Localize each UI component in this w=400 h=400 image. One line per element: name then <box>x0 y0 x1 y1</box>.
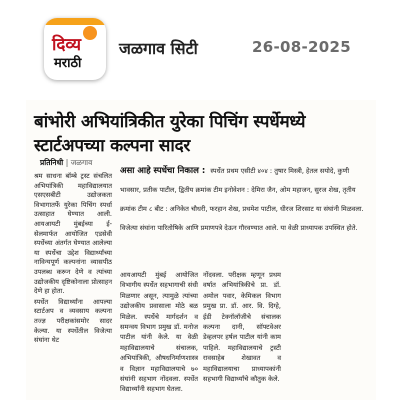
article-column-1 <box>34 172 112 347</box>
sun-icon <box>83 26 97 40</box>
article-column-3 <box>203 270 281 385</box>
paragraph: श्रम साधना बॉम्बे ट्रस्ट संचलित अभियांत्रिकी महाविद्यालयात एसएसबीटी उद्योजकता विभागातर्फे युरेका पिचिंग स्पर्धा उत्साहात घेण्यात आली. आयआयटी मुंबईच्या ई-सेलमार्फत आयोजित एडसेवी स्पर्धेच्या अंतर्गत घेण्यात आलेल्या या स्पर्धेचा उद्देश विद्यार्थ्यांच्या नाविन्यपूर्ण कल्पनांना व्यासपीठ उपलब्ध करून देणे व त्यांच्या उद्योजकीय दृष्टिकोनाला प्रोत्साहन देणे हा होता. <box>34 172 112 296</box>
logo-line1: दिव्य <box>52 35 82 55</box>
article-column-4 <box>287 270 369 271</box>
paragraph: स्पर्धेत विद्यार्थ्यांना आपल्या स्टार्टअप व व्यवसाय कल्पना तज्ज्ञ परीक्षकांसमोर सादर केल्या. या स्पर्धेतील विजेत्या संघांना थेट <box>34 297 112 345</box>
result-body: स्पर्धेत प्रथम एसीटी ४०४ : तुषार मिस्त्री, हेतल सयोदे, कुणी भावसार, प्रतीक पाटील, द्वितीय क्रमांक टीम इनोवेशन : देमिरा जैन, ओम महाजन, सुरज शेख, तृतीय क्रमांक टीम ८ बीट : अनिकेत चौधरी, फरहान शेख, प्रथमेश पाटील, धीरज शिरसाट या संघांनी मिळवला. विजेत्या संघांना पारितोषिके आणि प्रमाणपत्रे देऊन गौरवण्यात आले. या वेळी प्राध्यापक उपस्थित होते. <box>120 167 364 232</box>
result-box <box>120 158 368 234</box>
paragraph: आयआयटी मुंबई आयोजित विभागीय स्पर्धेत सहभागाची संधी मिळणार असून, त्यामुळे त्यांच्या उद्योजकीय प्रवासाला मोठे बळ मिळेल. स्पर्धेचे मार्गदर्शन व समन्वय विभाग प्रमुख डॉ. मनोज पाटील यांनी केले. या वेळी महाविद्यालयाचे संचालक, अभियांत्रिकी, औषधनिर्माणशास्त्र व विज्ञान महाविद्यालयाचे ७० संघांनी सहभाग नोंदवला. स्पर्धेत विद्यार्थ्यांनी सहभाग घेतला. <box>120 271 198 394</box>
article-byline <box>40 158 92 168</box>
paragraph: नोंदवला. परीक्षक म्हणून प्रथम वर्षात अभियांत्रिकीचे प्रा. डॉ. अमोल पवार, केमिकल विभाग प्रमुख प्रा. डॉ. आर. वि. दिग्हे, ईडी टेक्नॉलॉजीचे संचालक कल्पना दानी, सॉफ्टवेअर डेव्हलपर हर्षल पाटील यांनी काम पाहिले. महाविद्यालयाचे ट्रस्टी रावसाहेब शेखावत व महाविद्यालयाचा प्राध्यापकांनी सहभागी विद्यार्थ्यांचे कौतुक केले. <box>203 271 281 384</box>
edition-name: जळगाव सिटी <box>119 39 198 58</box>
logo-line2: मराठी <box>54 56 82 71</box>
article-column-2 <box>120 270 198 396</box>
divya-marathi-logo <box>44 18 106 80</box>
byline-label: प्रतिनिधी <box>40 158 64 167</box>
byline-location: | जळगाव <box>65 158 93 167</box>
article-headline: बांभोरी अभियांत्रिकीत युरेका पिचिंग स्पर्धेमध्ये स्टार्टअपच्या कल्पना सादर <box>34 112 306 156</box>
result-title: असा आहे स्पर्धेचा निकाल : <box>120 166 206 176</box>
page-header <box>0 0 400 92</box>
logo-top-bar <box>44 18 106 25</box>
publication-date: 26-08-2025 <box>252 38 351 56</box>
